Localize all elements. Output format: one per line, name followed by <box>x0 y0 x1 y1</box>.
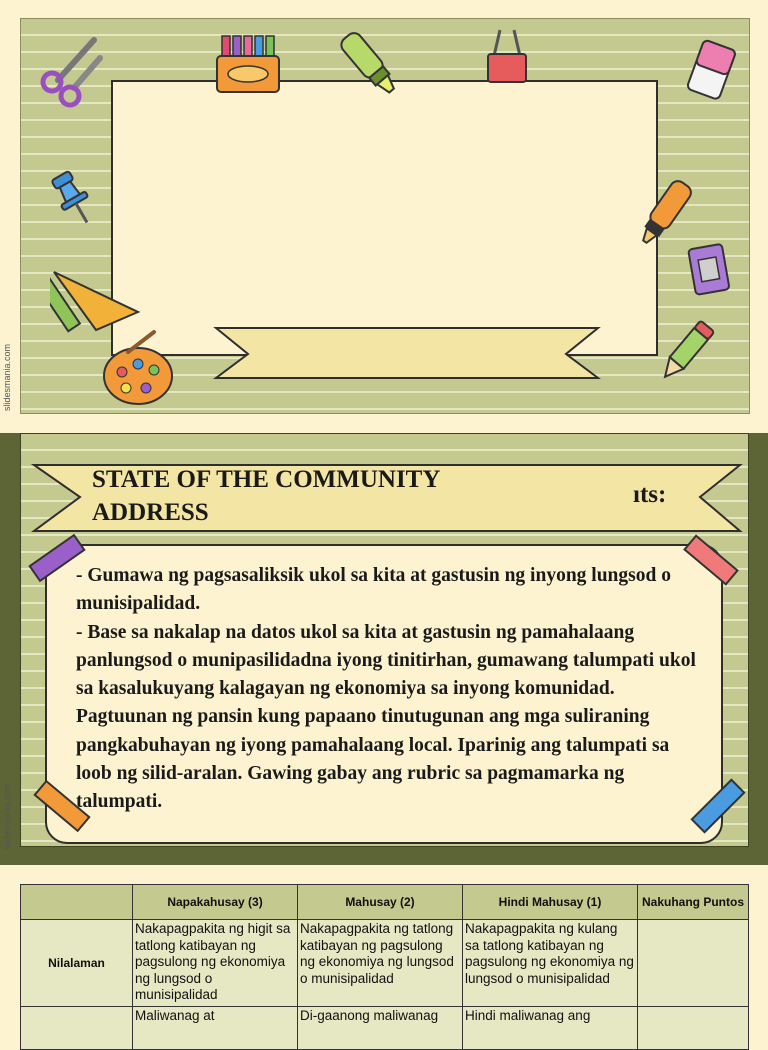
table-cell: Maliwanag at <box>133 1007 298 1050</box>
eraser-icon <box>680 36 744 106</box>
table-cell: Nakapagpakita ng kulang sa tatlong katibayan ng pagsulong ng ekonomiya ng lungsod o munisipalidad <box>463 920 638 1007</box>
table-header-row <box>21 885 749 920</box>
slide-2 <box>0 433 768 865</box>
table-cell: Hindi maliwanag ang <box>463 1007 638 1050</box>
watermark: slidesmania.com <box>2 344 12 412</box>
instructions-text: - Gumawa ng pagsasaliksik ukol sa kita at gastusin ng inyong lungsod o munisipalidad. - Base sa nakalap na datos ukol sa kita at gastusin ng pamahalaang panlungsod o munipasilidadna iyong tinitirhan, gumawang talumpati ukol sa kasalukuyang kalagayan ng ekonomiya sa inyong komunidad. Pagtuunan ng pansin kung papaano tinutugunan ang mga suliraning pangkabuhayan ng iyong pamahalaang local. Iparinig ang talumpati sa loob ng silid-aralan. Gawing gabay ang rubric sa pagmamarka ng talumpati. <box>76 565 696 813</box>
header-cell: Napakahusay (3) <box>133 885 298 920</box>
table-row <box>21 920 749 1007</box>
header-cell: Mahusay (2) <box>298 885 463 920</box>
pencil-icon <box>650 316 720 390</box>
header-cell <box>21 885 133 920</box>
score-cell <box>638 1007 749 1050</box>
title-ribbon <box>216 328 598 378</box>
highlighter-icon <box>336 26 406 104</box>
binder-clip-icon <box>482 24 532 90</box>
criterion-cell: Nilalaman <box>21 920 133 1007</box>
watermark: slidesmania.com <box>2 783 12 851</box>
criterion-cell <box>21 1007 133 1050</box>
crayon-box-icon <box>214 30 284 96</box>
ruler-triangle-icon <box>50 258 144 334</box>
table-cell: Nakapagpakita ng tatlong katibayan ng pagsulong ng ekonomiya ng lungsod o munisipalidad <box>298 920 463 1007</box>
table-cell: Nakapagpakita ng higit sa tatlong katibayan ng pagsulong ng ekonomiya ng lungsod o munisipalidad <box>133 920 298 1007</box>
score-cell <box>638 920 749 1007</box>
table-cell: Di-gaanong maliwanag <box>298 1007 463 1050</box>
slide-1 <box>0 0 768 420</box>
header-cell: Nakuhang Puntos <box>638 885 749 920</box>
slide-title: STATE OF THE COMMUNITY ADDRESS <box>92 466 440 526</box>
header-cell: Hindi Mahusay (1) <box>463 885 638 920</box>
scissors-icon <box>34 30 108 110</box>
table-row <box>21 1007 749 1050</box>
palette-icon <box>98 330 178 410</box>
sharpener-icon <box>686 240 736 300</box>
rubric-table <box>20 884 749 1050</box>
push-pin-icon <box>46 168 102 232</box>
slide-title-tail: ıts: <box>633 481 667 508</box>
